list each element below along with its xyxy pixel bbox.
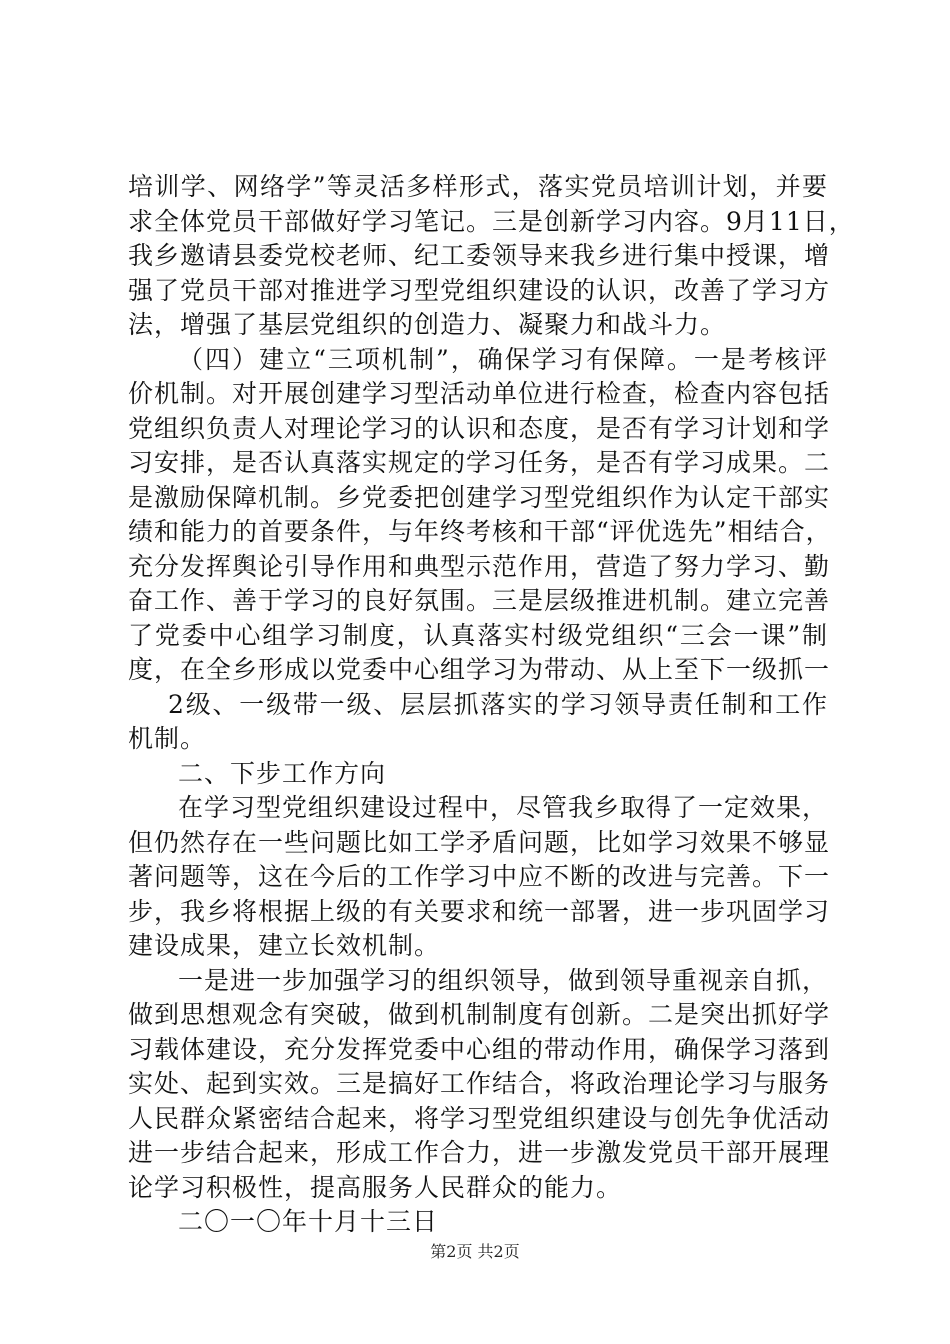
text-line: 是激励保障机制。乡党委把创建学习型党组织作为认定干部实 bbox=[128, 482, 831, 512]
text-line: 步，我乡将根据上级的有关要求和统一部署，进一步巩固学习 bbox=[128, 896, 831, 926]
text-line: 充分发挥舆论引导作用和典型示范作用，营造了努力学习、勤 bbox=[128, 551, 831, 581]
text-line: 著问题等，这在今后的工作学习中应不断的改进与完善。下一 bbox=[128, 862, 831, 891]
text-line: 机制。 bbox=[128, 724, 207, 753]
section-heading: 二、下步工作方向 bbox=[178, 758, 387, 788]
text-line: 了党委中心组学习制度，认真落实村级党组织“三会一课”制 bbox=[128, 620, 828, 650]
text-line: 度，在全乡形成以党委中心组学习为带动、从上至下一级抓一 bbox=[128, 655, 831, 684]
text-line: 2级、一级带一级、层层抓落实的学习领导责任制和工作 bbox=[168, 689, 828, 719]
text-line: 建设成果，建立长效机制。 bbox=[128, 931, 441, 960]
text-line: 习安排，是否认真落实规定的学习任务，是否有学习成果。二 bbox=[128, 448, 831, 477]
text-line: 做到思想观念有突破，做到机制制度有创新。二是突出抓好学 bbox=[128, 1000, 831, 1029]
text-line: 奋工作、善于学习的良好氛围。三是层级推进机制。建立完善 bbox=[128, 586, 831, 615]
text-line: 但仍然存在一些问题比如工学矛盾问题，比如学习效果不够显 bbox=[128, 827, 831, 857]
page-number-footer: 第2页 共2页 bbox=[430, 1242, 520, 1261]
text-line: 价机制。对开展创建学习型活动单位进行检查，检查内容包括 bbox=[128, 379, 831, 408]
text-line: 培训学、网络学”等灵活多样形式，落实党员培训计划，并要 bbox=[128, 172, 828, 201]
text-line: 求全体党员干部做好学习笔记。三是创新学习内容。9月11日， bbox=[128, 206, 855, 236]
text-line: 绩和能力的首要条件，与年终考核和干部“评优选先”相结合， bbox=[128, 517, 832, 546]
text-line: 强了党员干部对推进学习型党组织建设的认识，改善了学习方 bbox=[128, 275, 831, 305]
text-line: 习载体建设，充分发挥党委中心组的带动作用，确保学习落到 bbox=[128, 1034, 831, 1064]
document-date: 二〇一〇年十月十三日 bbox=[178, 1207, 439, 1236]
body-text bbox=[128, 170, 855, 1240]
text-line: （四）建立“三项机制”，确保学习有保障。一是考核评 bbox=[178, 344, 828, 374]
text-line: 进一步结合起来，形成工作合力，进一步激发党员干部开展理 bbox=[128, 1138, 831, 1167]
text-line: 论学习积极性，提高服务人民群众的能力。 bbox=[128, 1172, 623, 1202]
text-line: 在学习型党组织建设过程中，尽管我乡取得了一定效果， bbox=[178, 793, 829, 822]
text-line: 法，增强了基层党组织的创造力、凝聚力和战斗力。 bbox=[128, 310, 727, 339]
text-line: 实处、起到实效。三是搞好工作结合，将政治理论学习与服务 bbox=[128, 1069, 831, 1098]
text-line: 党组织负责人对理论学习的认识和态度，是否有学习计划和学 bbox=[128, 413, 831, 443]
text-line: 一是进一步加强学习的组织领导，做到领导重视亲自抓， bbox=[178, 965, 829, 995]
text-line: 我乡邀请县委党校老师、纪工委领导来我乡进行集中授课，增 bbox=[128, 241, 831, 270]
text-line: 人民群众紧密结合起来，将学习型党组织建设与创先争优活动 bbox=[128, 1103, 831, 1133]
